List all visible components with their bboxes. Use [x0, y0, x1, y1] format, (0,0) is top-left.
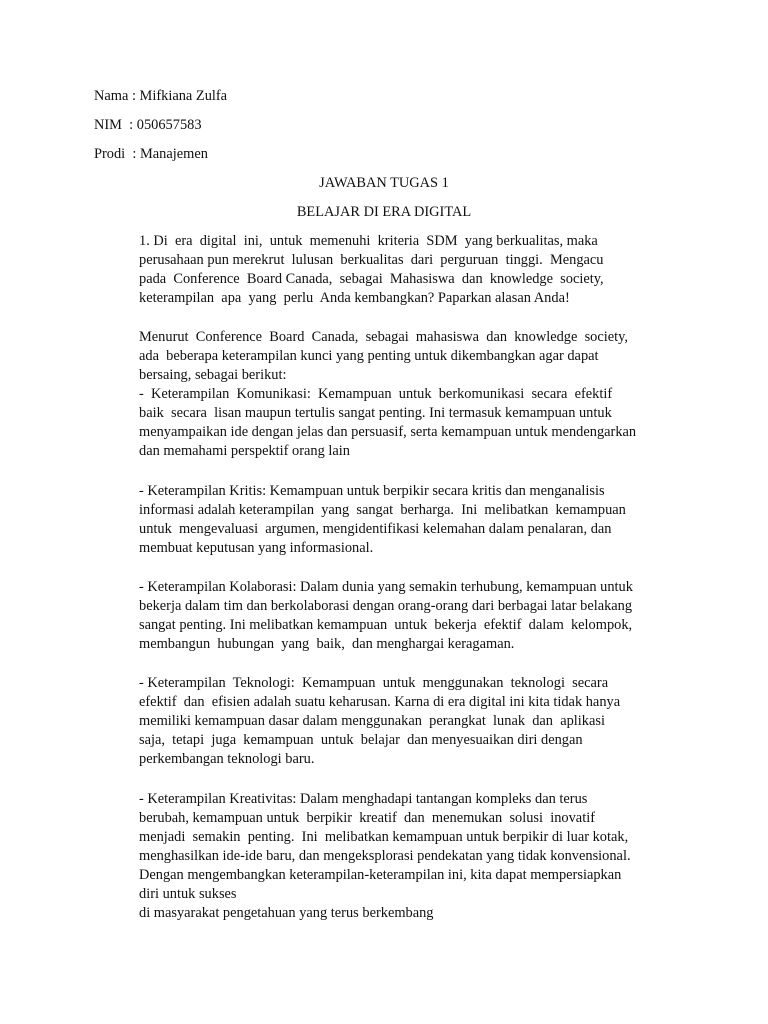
question-line: 1. Di era digital ini, untuk memenuhi kriteria SDM yang berkualitas, maka — [139, 233, 598, 249]
skill-kritis-line: informasi adalah keterampilan yang sangat berharga. Ini melibatkan kemampuan — [139, 502, 626, 518]
question-line: pada Conference Board Canada, sebagai Mahasiswa dan knowledge society, — [139, 271, 604, 287]
skill-komunikasi-line: dan memahami perspektif orang lain — [139, 443, 350, 459]
conclusion-line: di masyarakat pengetahuan yang terus berkembang — [139, 905, 434, 921]
conclusion-line: Dengan mengembangkan keterampilan-keterampilan ini, kita dapat mempersiapkan — [139, 867, 622, 883]
skill-komunikasi-line: baik secara lisan maupun tertulis sangat penting. Ini termasuk kemampuan untuk — [139, 405, 612, 421]
skill-kritis-line: - Keterampilan Kritis: Kemampuan untuk berpikir secara kritis dan menganalisis — [139, 483, 605, 499]
student-name: Nama : Mifkiana Zulfa — [94, 88, 228, 104]
skill-kreativitas-line: - Keterampilan Kreativitas: Dalam menghadapi tantangan kompleks dan terus — [139, 791, 588, 807]
document-title: JAWABAN TUGAS 1 — [319, 175, 449, 191]
skill-kritis-line: untuk mengevaluasi argumen, mengidentifikasi kelemahan dalam penalaran, dan — [139, 521, 612, 537]
skill-kreativitas-line: berubah, kemampuan untuk berpikir kreatif dan menemukan solusi inovatif — [139, 810, 595, 826]
conclusion-line: diri untuk sukses — [139, 886, 237, 902]
skill-teknologi-line: perkembangan teknologi baru. — [139, 751, 315, 767]
skill-komunikasi-line: - Keterampilan Komunikasi: Kemampuan untuk berkomunikasi secara efektif — [139, 386, 613, 402]
student-nim: NIM : 050657583 — [94, 117, 202, 133]
question-line: keterampilan apa yang perlu Anda kembangkan? Paparkan alasan Anda! — [139, 290, 570, 306]
skill-kritis-line: membuat keputusan yang informasional. — [139, 540, 374, 556]
skill-kolaborasi-line: sangat penting. Ini melibatkan kemampuan untuk bekerja efektif dalam kelompok, — [139, 617, 633, 633]
skill-kreativitas-line: menjadi semakin penting. Ini melibatkan kemampuan untuk berpikir di luar kotak, — [139, 829, 629, 845]
skill-kolaborasi-line: membangun hubungan yang baik, dan menghargai keragaman. — [139, 636, 515, 652]
skill-komunikasi-line: menyampaikan ide dengan jelas dan persuasif, serta kemampuan untuk mendengarkan — [139, 424, 637, 440]
document-subtitle: BELAJAR DI ERA DIGITAL — [296, 204, 472, 220]
skill-teknologi-line: efektif dan efisien adalah suatu keharusan. Karna di era digital ini kita tidak hanya — [139, 694, 621, 710]
skill-kolaborasi-line: bekerja dalam tim dan berkolaborasi dengan orang-orang dari berbagai latar belakang — [139, 598, 633, 614]
question-line: perusahaan pun merekrut lulusan berkualitas dari perguruan tinggi. Mengacu — [139, 252, 604, 268]
skill-kreativitas-line: menghasilkan ide-ide baru, dan mengeksplorasi pendekatan yang tidak konvensional. — [139, 848, 631, 864]
answer-intro-line: ada beberapa keterampilan kunci yang penting untuk dikembangkan agar dapat — [139, 348, 599, 364]
skill-teknologi-line: memiliki kemampuan dasar dalam menggunakan perangkat lunak dan aplikasi — [139, 713, 605, 729]
skill-teknologi-line: - Keterampilan Teknologi: Kemampuan untuk menggunakan teknologi secara — [139, 675, 609, 691]
student-prodi: Prodi : Manajemen — [94, 146, 208, 162]
skill-teknologi-line: saja, tetapi juga kemampuan untuk belajar dan menyesuaikan diri dengan — [139, 732, 583, 748]
answer-intro-line: Menurut Conference Board Canada, sebagai mahasiswa dan knowledge society, — [139, 329, 628, 345]
skill-kolaborasi-line: - Keterampilan Kolaborasi: Dalam dunia yang semakin terhubung, kemampuan untuk — [139, 579, 633, 595]
answer-intro-line: bersaing, sebagai berikut: — [139, 367, 287, 383]
